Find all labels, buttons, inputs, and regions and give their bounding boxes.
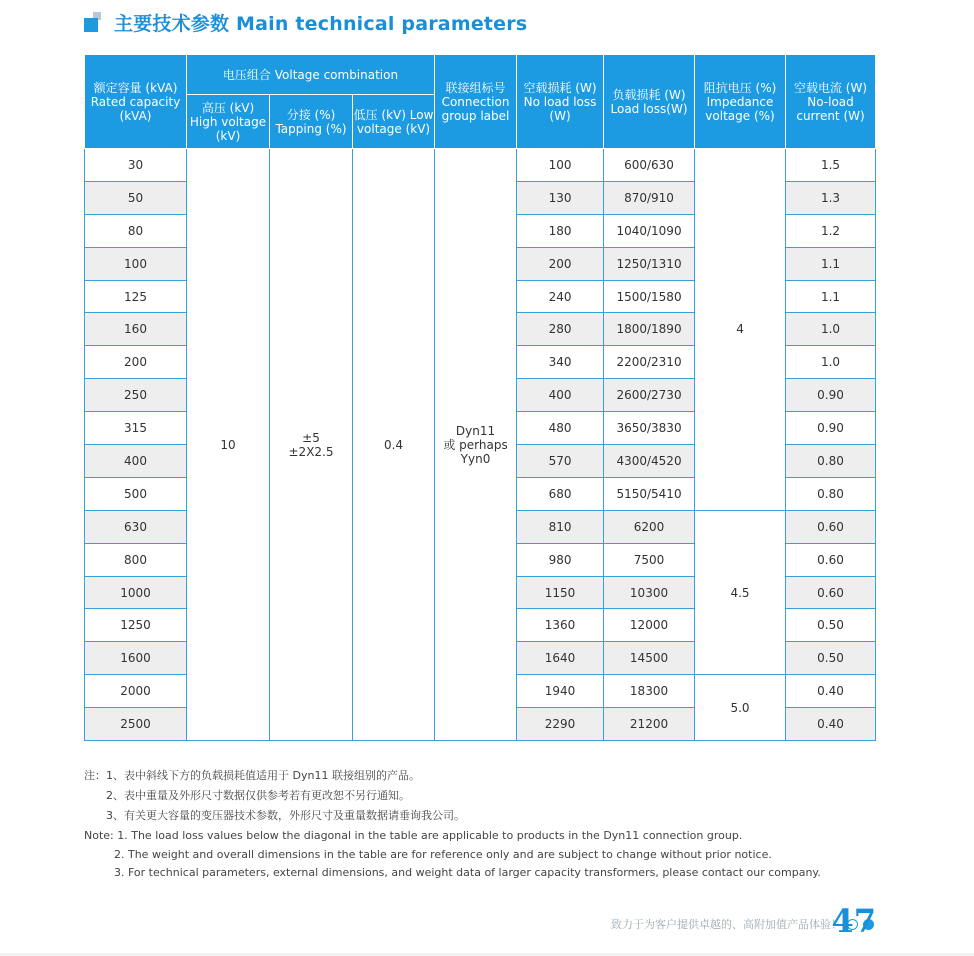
cell-load-loss: 1040/1090 [604, 214, 695, 247]
cell-impedance: 4.5 [695, 510, 786, 674]
table-body [85, 149, 876, 741]
cell-no-load-current: 1.1 [786, 247, 876, 280]
note-en-1: Note: 1. The load loss values below the diagonal in the table are applicable to products in the Dyn11 connection group. [84, 829, 743, 842]
cell-capacity: 1600 [85, 642, 187, 675]
cell-no-load-loss: 1360 [517, 609, 604, 642]
cell-impedance: 5.0 [695, 675, 786, 741]
tapping-line-1: ±5 [302, 430, 320, 445]
cell-load-loss: 5150/5410 [604, 477, 695, 510]
connection-line-1: Dyn11 [455, 423, 496, 438]
cell-capacity: 80 [85, 214, 187, 247]
cell-no-load-loss: 680 [517, 477, 604, 510]
cell-no-load-loss: 1150 [517, 576, 604, 609]
cell-load-loss: 4300/4520 [604, 445, 695, 478]
cell-tapping [270, 149, 353, 741]
connection-line-3: Yyn0 [460, 451, 491, 466]
page-header [84, 8, 527, 36]
cell-load-loss: 2200/2310 [604, 346, 695, 379]
cell-no-load-current: 0.40 [786, 708, 876, 741]
cell-no-load-current: 0.80 [786, 445, 876, 478]
cell-no-load-current: 0.40 [786, 675, 876, 708]
cell-no-load-current: 1.0 [786, 313, 876, 346]
cell-load-loss: 1250/1310 [604, 247, 695, 280]
cell-load-loss: 18300 [604, 675, 695, 708]
cell-capacity: 315 [85, 412, 187, 445]
cell-connection [435, 149, 517, 741]
cell-no-load-current: 1.3 [786, 181, 876, 214]
cell-capacity: 125 [85, 280, 187, 313]
cell-load-loss: 7500 [604, 543, 695, 576]
connection-line-2: 或 perhaps [443, 437, 508, 452]
note-en-2: 2. The weight and overall dimensions in the table are for reference only and are subject to change without prior notice. [114, 848, 772, 861]
cell-no-load-current: 1.1 [786, 280, 876, 313]
header-low-voltage: 低压 (kV) Low voltage (kV) [353, 95, 435, 149]
cell-no-load-current: 1.2 [786, 214, 876, 247]
cell-load-loss: 1500/1580 [604, 280, 695, 313]
cell-impedance: 4 [695, 149, 786, 511]
cell-capacity: 50 [85, 181, 187, 214]
cell-no-load-loss: 400 [517, 379, 604, 412]
cell-no-load-loss: 810 [517, 510, 604, 543]
cell-capacity: 1000 [85, 576, 187, 609]
cell-no-load-current: 1.5 [786, 149, 876, 182]
cell-capacity: 2000 [85, 675, 187, 708]
cell-capacity: 800 [85, 543, 187, 576]
notes-section [84, 766, 821, 882]
cell-no-load-current: 0.50 [786, 642, 876, 675]
header-no-load-current: 空载电流 (W) No-load current (W) [786, 55, 876, 149]
cell-no-load-current: 0.90 [786, 379, 876, 412]
cell-load-loss: 3650/3830 [604, 412, 695, 445]
cell-capacity: 100 [85, 247, 187, 280]
cell-load-loss: 6200 [604, 510, 695, 543]
square-logo-icon [84, 12, 104, 32]
header-high-voltage: 高压 (kV) High voltage (kV) [187, 95, 270, 149]
cell-no-load-current: 0.80 [786, 477, 876, 510]
cell-load-loss: 1800/1890 [604, 313, 695, 346]
table-row [85, 149, 876, 182]
cell-capacity: 630 [85, 510, 187, 543]
cell-no-load-loss: 2290 [517, 708, 604, 741]
tapping-line-2: ±2X2.5 [288, 444, 334, 459]
cell-capacity: 30 [85, 149, 187, 182]
page-title: 主要技术参数 Main technical parameters [114, 12, 528, 35]
cell-no-load-loss: 130 [517, 181, 604, 214]
cell-load-loss: 12000 [604, 609, 695, 642]
cell-capacity: 400 [85, 445, 187, 478]
cell-capacity: 160 [85, 313, 187, 346]
header-connection: 联接组标号 Connection group label [435, 55, 517, 149]
cell-load-loss: 14500 [604, 642, 695, 675]
cell-no-load-current: 0.60 [786, 576, 876, 609]
cell-load-loss: 2600/2730 [604, 379, 695, 412]
cell-capacity: 200 [85, 346, 187, 379]
cell-no-load-loss: 480 [517, 412, 604, 445]
cell-low-voltage: 0.4 [353, 149, 435, 741]
cell-no-load-loss: 570 [517, 445, 604, 478]
page-number: 47 [831, 902, 876, 940]
cell-no-load-loss: 280 [517, 313, 604, 346]
cell-no-load-loss: 980 [517, 543, 604, 576]
cell-load-loss: 870/910 [604, 181, 695, 214]
header-impedance: 阻抗电压 (%) Impedance voltage (%) [695, 55, 786, 149]
header-tapping: 分接 (%) Tapping (%) [270, 95, 353, 149]
cell-no-load-loss: 1940 [517, 675, 604, 708]
cell-no-load-current: 0.50 [786, 609, 876, 642]
cell-no-load-current: 0.60 [786, 543, 876, 576]
note-en-3: 3. For technical parameters, external dimensions, and weight data of larger capacity transformers, please contact our company. [114, 866, 821, 879]
header-voltage-combination: 电压组合 Voltage combination [187, 55, 435, 95]
cell-capacity: 2500 [85, 708, 187, 741]
cell-load-loss: 21200 [604, 708, 695, 741]
note-cn-2: 2、表中重量及外形尺寸数据仅供参考若有更改恕不另行通知。 [106, 789, 410, 802]
note-cn-1: 注：1、表中斜线下方的负载损耗值适用于 Dyn11 联接组别的产品。 [84, 769, 420, 782]
cell-no-load-current: 0.60 [786, 510, 876, 543]
cell-no-load-current: 0.90 [786, 412, 876, 445]
cell-no-load-loss: 100 [517, 149, 604, 182]
cell-no-load-current: 1.0 [786, 346, 876, 379]
cell-no-load-loss: 1640 [517, 642, 604, 675]
cell-capacity: 500 [85, 477, 187, 510]
cell-load-loss: 10300 [604, 576, 695, 609]
cell-no-load-loss: 340 [517, 346, 604, 379]
footer-slogan: 致力于为客户提供卓越的、高附加值产品体验！ [611, 918, 842, 931]
cell-capacity: 250 [85, 379, 187, 412]
cell-high-voltage: 10 [187, 149, 270, 741]
cell-capacity: 1250 [85, 609, 187, 642]
note-cn-3: 3、有关更大容量的变压器技术参数，外形尺寸及重量数据请垂询我公司。 [106, 809, 465, 822]
cell-no-load-loss: 240 [517, 280, 604, 313]
header-capacity: 额定容量 (kVA) Rated capacity (kVA) [85, 55, 187, 149]
cell-no-load-loss: 200 [517, 247, 604, 280]
header-load-loss: 负载损耗 (W) Load loss(W) [604, 55, 695, 149]
header-no-load-loss: 空载损耗 (W) No load loss (W) [517, 55, 604, 149]
parameters-table [84, 54, 876, 741]
cell-load-loss: 600/630 [604, 149, 695, 182]
cell-no-load-loss: 180 [517, 214, 604, 247]
